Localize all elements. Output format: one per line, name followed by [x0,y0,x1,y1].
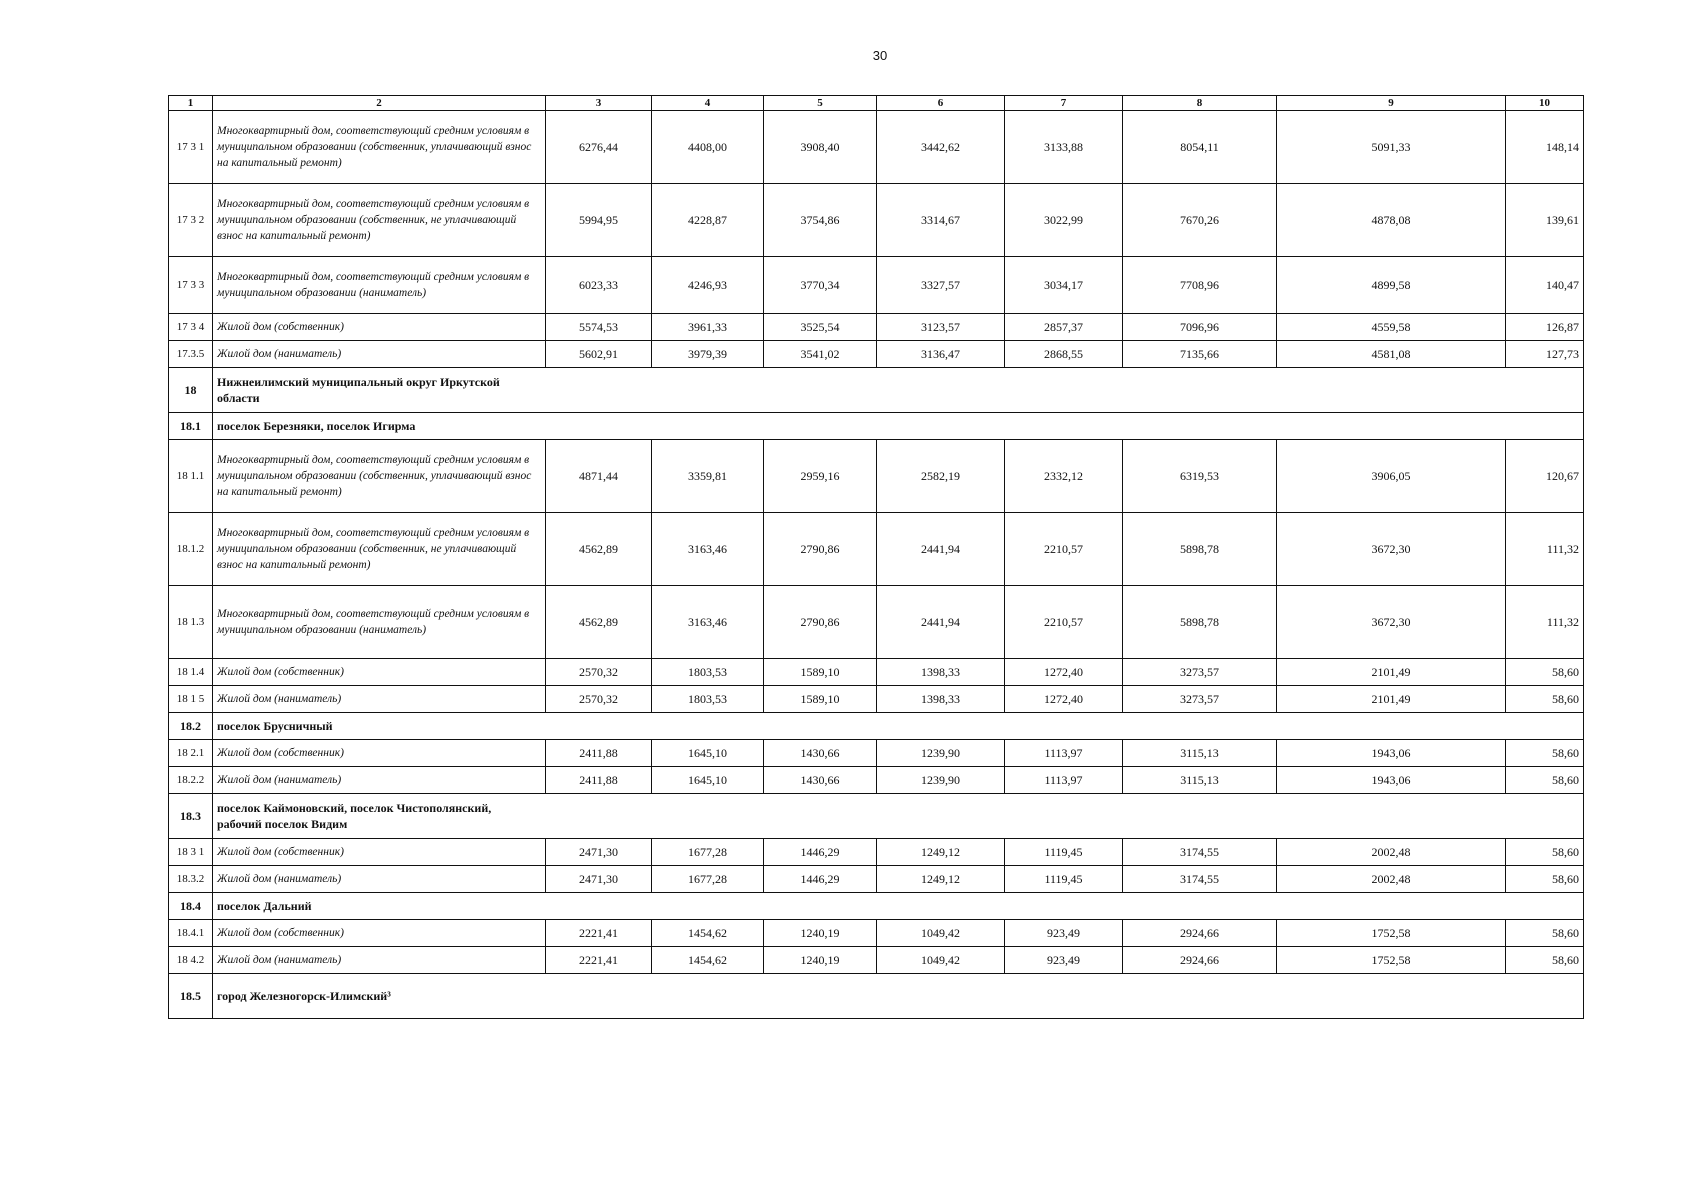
value-cell-col-10: 120,67 [1506,440,1584,513]
row-description: Многоквартирный дом, соответствующий средним условиям в муниципальном образовании (собственник, не уплачивающий взнос на капитальный ремонт) [213,513,546,586]
row-number: 18.4.1 [169,920,213,947]
value-cell-col-9: 2002,48 [1277,866,1506,893]
value-cell-col-9: 1752,58 [1277,947,1506,974]
value-cell-col-9: 4878,08 [1277,184,1506,257]
row-number: 18 1.3 [169,586,213,659]
row-description: Жилой дом (наниматель) [213,341,546,368]
section-number: 18 [169,368,213,413]
value-cell-col-6: 3327,57 [877,257,1005,314]
value-cell-col-8: 3115,13 [1123,767,1277,794]
value-cell-col-6: 2441,94 [877,513,1005,586]
value-cell-col-7: 1113,97 [1005,740,1123,767]
value-cell-col-6: 1049,42 [877,947,1005,974]
table-row [169,111,1584,184]
row-number: 17 3 4 [169,314,213,341]
row-number: 18 1.4 [169,659,213,686]
value-cell-col-9: 3672,30 [1277,513,1506,586]
value-cell-col-8: 5898,78 [1123,513,1277,586]
row-number: 17 3 1 [169,111,213,184]
value-cell-col-6: 1398,33 [877,686,1005,713]
value-cell-col-9: 4581,08 [1277,341,1506,368]
value-cell-col-7: 3034,17 [1005,257,1123,314]
value-cell-col-10: 148,14 [1506,111,1584,184]
row-number: 18 3 1 [169,839,213,866]
section-title-text: Нижнеилимский муниципальный округ Иркутской области [217,375,500,405]
table-row [169,257,1584,314]
row-description: Жилой дом (собственник) [213,314,546,341]
row-description: Жилой дом (наниматель) [213,947,546,974]
value-cell-col-3: 2471,30 [546,866,652,893]
table-row [169,767,1584,794]
row-number: 18 2.1 [169,740,213,767]
value-cell-col-10: 111,32 [1506,586,1584,659]
value-cell-col-8: 3273,57 [1123,659,1277,686]
value-cell-col-7: 2210,57 [1005,586,1123,659]
row-description: Многоквартирный дом, соответствующий средним условиям в муниципальном образовании (собственник, не уплачивающий взнос на капитальный ремонт) [213,184,546,257]
row-description: Жилой дом (собственник) [213,740,546,767]
value-cell-col-5: 3908,40 [764,111,877,184]
table-row [169,314,1584,341]
value-cell-col-7: 1272,40 [1005,686,1123,713]
value-cell-col-4: 3163,46 [652,586,764,659]
value-cell-col-9: 4559,58 [1277,314,1506,341]
row-description: Жилой дом (собственник) [213,659,546,686]
value-cell-col-6: 1398,33 [877,659,1005,686]
value-cell-col-8: 2924,66 [1123,947,1277,974]
value-cell-col-6: 3136,47 [877,341,1005,368]
column-header-1: 1 [169,96,213,111]
value-cell-col-5: 1589,10 [764,659,877,686]
value-cell-col-5: 3754,86 [764,184,877,257]
value-cell-col-4: 1454,62 [652,920,764,947]
value-cell-col-8: 3174,55 [1123,866,1277,893]
value-cell-col-6: 2582,19 [877,440,1005,513]
value-cell-col-6: 1249,12 [877,866,1005,893]
section-title-text: город Железногорск-Илимский³ [217,989,391,1003]
row-description: Многоквартирный дом, соответствующий средним условиям в муниципальном образовании (наниматель) [213,257,546,314]
row-description: Многоквартирный дом, соответствующий средним условиям в муниципальном образовании (собственник, уплачивающий взнос на капитальный ремонт) [213,111,546,184]
column-header-10: 10 [1506,96,1584,111]
section-row [169,413,1584,440]
value-cell-col-7: 2857,37 [1005,314,1123,341]
value-cell-col-6: 3314,67 [877,184,1005,257]
value-cell-col-8: 3174,55 [1123,839,1277,866]
column-header-4: 4 [652,96,764,111]
section-title [213,713,1584,740]
section-title-text: поселок Каймоновский, поселок Чистополянский, рабочий поселок Видим [217,801,492,831]
value-cell-col-7: 3133,88 [1005,111,1123,184]
value-cell-col-10: 127,73 [1506,341,1584,368]
value-cell-col-5: 2790,86 [764,586,877,659]
value-cell-col-5: 1430,66 [764,767,877,794]
table-row [169,740,1584,767]
section-row [169,893,1584,920]
value-cell-col-10: 58,60 [1506,839,1584,866]
value-cell-col-4: 1803,53 [652,659,764,686]
value-cell-col-8: 7135,66 [1123,341,1277,368]
value-cell-col-9: 3672,30 [1277,586,1506,659]
section-title [213,368,1584,413]
section-title [213,794,1584,839]
value-cell-col-3: 2570,32 [546,686,652,713]
value-cell-col-8: 7708,96 [1123,257,1277,314]
value-cell-col-7: 3022,99 [1005,184,1123,257]
value-cell-col-9: 2101,49 [1277,686,1506,713]
value-cell-col-9: 1943,06 [1277,767,1506,794]
section-title [213,893,1584,920]
value-cell-col-4: 1677,28 [652,866,764,893]
value-cell-col-3: 2471,30 [546,839,652,866]
value-cell-col-7: 923,49 [1005,947,1123,974]
value-cell-col-8: 7096,96 [1123,314,1277,341]
value-cell-col-8: 3273,57 [1123,686,1277,713]
section-number: 18.4 [169,893,213,920]
row-number: 17 3 2 [169,184,213,257]
value-cell-col-3: 4562,89 [546,586,652,659]
value-cell-col-10: 139,61 [1506,184,1584,257]
value-cell-col-7: 1119,45 [1005,839,1123,866]
row-number: 18.2.2 [169,767,213,794]
value-cell-col-4: 1645,10 [652,767,764,794]
table-row [169,686,1584,713]
value-cell-col-8: 8054,11 [1123,111,1277,184]
value-cell-col-6: 1249,12 [877,839,1005,866]
value-cell-col-3: 2570,32 [546,659,652,686]
value-cell-col-4: 3359,81 [652,440,764,513]
table-row [169,947,1584,974]
value-cell-col-10: 58,60 [1506,920,1584,947]
value-cell-col-8: 3115,13 [1123,740,1277,767]
value-cell-col-9: 4899,58 [1277,257,1506,314]
section-number: 18.2 [169,713,213,740]
page-number: 30 [872,48,888,63]
column-header-9: 9 [1277,96,1506,111]
value-cell-col-3: 2221,41 [546,947,652,974]
value-cell-col-10: 58,60 [1506,659,1584,686]
row-number: 17 3 3 [169,257,213,314]
value-cell-col-7: 1272,40 [1005,659,1123,686]
section-title [213,974,1584,1019]
row-number: 18 4.2 [169,947,213,974]
value-cell-col-9: 1943,06 [1277,740,1506,767]
row-description: Многоквартирный дом, соответствующий средним условиям в муниципальном образовании (собственник, уплачивающий взнос на капитальный ремонт) [213,440,546,513]
value-cell-col-5: 2790,86 [764,513,877,586]
table-row [169,920,1584,947]
row-description: Жилой дом (наниматель) [213,686,546,713]
section-row [169,794,1584,839]
column-header-2: 2 [213,96,546,111]
section-number: 18.3 [169,794,213,839]
value-cell-col-3: 6276,44 [546,111,652,184]
value-cell-col-10: 126,87 [1506,314,1584,341]
table-row [169,440,1584,513]
value-cell-col-9: 1752,58 [1277,920,1506,947]
row-number: 18.3.2 [169,866,213,893]
row-description: Многоквартирный дом, соответствующий средним условиям в муниципальном образовании (наниматель) [213,586,546,659]
tariff-table [168,95,1584,1019]
value-cell-col-8: 5898,78 [1123,586,1277,659]
value-cell-col-9: 5091,33 [1277,111,1506,184]
table-row [169,866,1584,893]
value-cell-col-6: 2441,94 [877,586,1005,659]
row-number: 18 1 5 [169,686,213,713]
table-row [169,341,1584,368]
value-cell-col-4: 3163,46 [652,513,764,586]
value-cell-col-7: 2868,55 [1005,341,1123,368]
value-cell-col-3: 2411,88 [546,767,652,794]
row-description: Жилой дом (собственник) [213,920,546,947]
value-cell-col-4: 4246,93 [652,257,764,314]
value-cell-col-4: 1645,10 [652,740,764,767]
value-cell-col-8: 7670,26 [1123,184,1277,257]
value-cell-col-5: 1240,19 [764,947,877,974]
value-cell-col-9: 2101,49 [1277,659,1506,686]
value-cell-col-5: 1589,10 [764,686,877,713]
value-cell-col-10: 58,60 [1506,866,1584,893]
value-cell-col-3: 4871,44 [546,440,652,513]
value-cell-col-4: 1454,62 [652,947,764,974]
value-cell-col-3: 5994,95 [546,184,652,257]
value-cell-col-8: 2924,66 [1123,920,1277,947]
table-header [169,96,1584,111]
value-cell-col-10: 58,60 [1506,947,1584,974]
value-cell-col-3: 5602,91 [546,341,652,368]
table-body [169,111,1584,1019]
table-row [169,513,1584,586]
section-title [213,413,1584,440]
value-cell-col-3: 2221,41 [546,920,652,947]
value-cell-col-4: 4228,87 [652,184,764,257]
row-number: 17.3.5 [169,341,213,368]
section-title-text: поселок Березняки, поселок Игирма [217,419,416,433]
value-cell-col-5: 1446,29 [764,866,877,893]
value-cell-col-5: 1430,66 [764,740,877,767]
value-cell-col-3: 4562,89 [546,513,652,586]
value-cell-col-5: 1240,19 [764,920,877,947]
value-cell-col-3: 2411,88 [546,740,652,767]
value-cell-col-7: 2332,12 [1005,440,1123,513]
value-cell-col-4: 1803,53 [652,686,764,713]
row-description: Жилой дом (собственник) [213,839,546,866]
column-header-7: 7 [1005,96,1123,111]
table-row [169,184,1584,257]
value-cell-col-4: 4408,00 [652,111,764,184]
value-cell-col-8: 6319,53 [1123,440,1277,513]
value-cell-col-6: 1239,90 [877,767,1005,794]
section-row [169,974,1584,1019]
column-header-3: 3 [546,96,652,111]
value-cell-col-5: 3770,34 [764,257,877,314]
column-header-8: 8 [1123,96,1277,111]
value-cell-col-5: 3525,54 [764,314,877,341]
section-number: 18.1 [169,413,213,440]
value-cell-col-7: 2210,57 [1005,513,1123,586]
table-row [169,586,1584,659]
row-number: 18 1.1 [169,440,213,513]
value-cell-col-5: 2959,16 [764,440,877,513]
value-cell-col-3: 5574,53 [546,314,652,341]
value-cell-col-9: 2002,48 [1277,839,1506,866]
section-title-text: поселок Брусничный [217,719,333,733]
header-row [169,96,1584,111]
column-header-5: 5 [764,96,877,111]
section-number: 18.5 [169,974,213,1019]
value-cell-col-10: 111,32 [1506,513,1584,586]
value-cell-col-7: 1113,97 [1005,767,1123,794]
row-description: Жилой дом (наниматель) [213,866,546,893]
value-cell-col-10: 58,60 [1506,767,1584,794]
value-cell-col-7: 923,49 [1005,920,1123,947]
value-cell-col-4: 3961,33 [652,314,764,341]
row-number: 18.1.2 [169,513,213,586]
value-cell-col-6: 3442,62 [877,111,1005,184]
value-cell-col-3: 6023,33 [546,257,652,314]
value-cell-col-7: 1119,45 [1005,866,1123,893]
value-cell-col-10: 58,60 [1506,740,1584,767]
value-cell-col-4: 3979,39 [652,341,764,368]
value-cell-col-6: 3123,57 [877,314,1005,341]
section-row [169,713,1584,740]
value-cell-col-5: 1446,29 [764,839,877,866]
section-row [169,368,1584,413]
value-cell-col-10: 140,47 [1506,257,1584,314]
value-cell-col-5: 3541,02 [764,341,877,368]
value-cell-col-6: 1239,90 [877,740,1005,767]
table-row [169,659,1584,686]
section-title-text: поселок Дальний [217,899,312,913]
table-row [169,839,1584,866]
row-description: Жилой дом (наниматель) [213,767,546,794]
column-header-6: 6 [877,96,1005,111]
value-cell-col-9: 3906,05 [1277,440,1506,513]
value-cell-col-4: 1677,28 [652,839,764,866]
value-cell-col-10: 58,60 [1506,686,1584,713]
value-cell-col-6: 1049,42 [877,920,1005,947]
